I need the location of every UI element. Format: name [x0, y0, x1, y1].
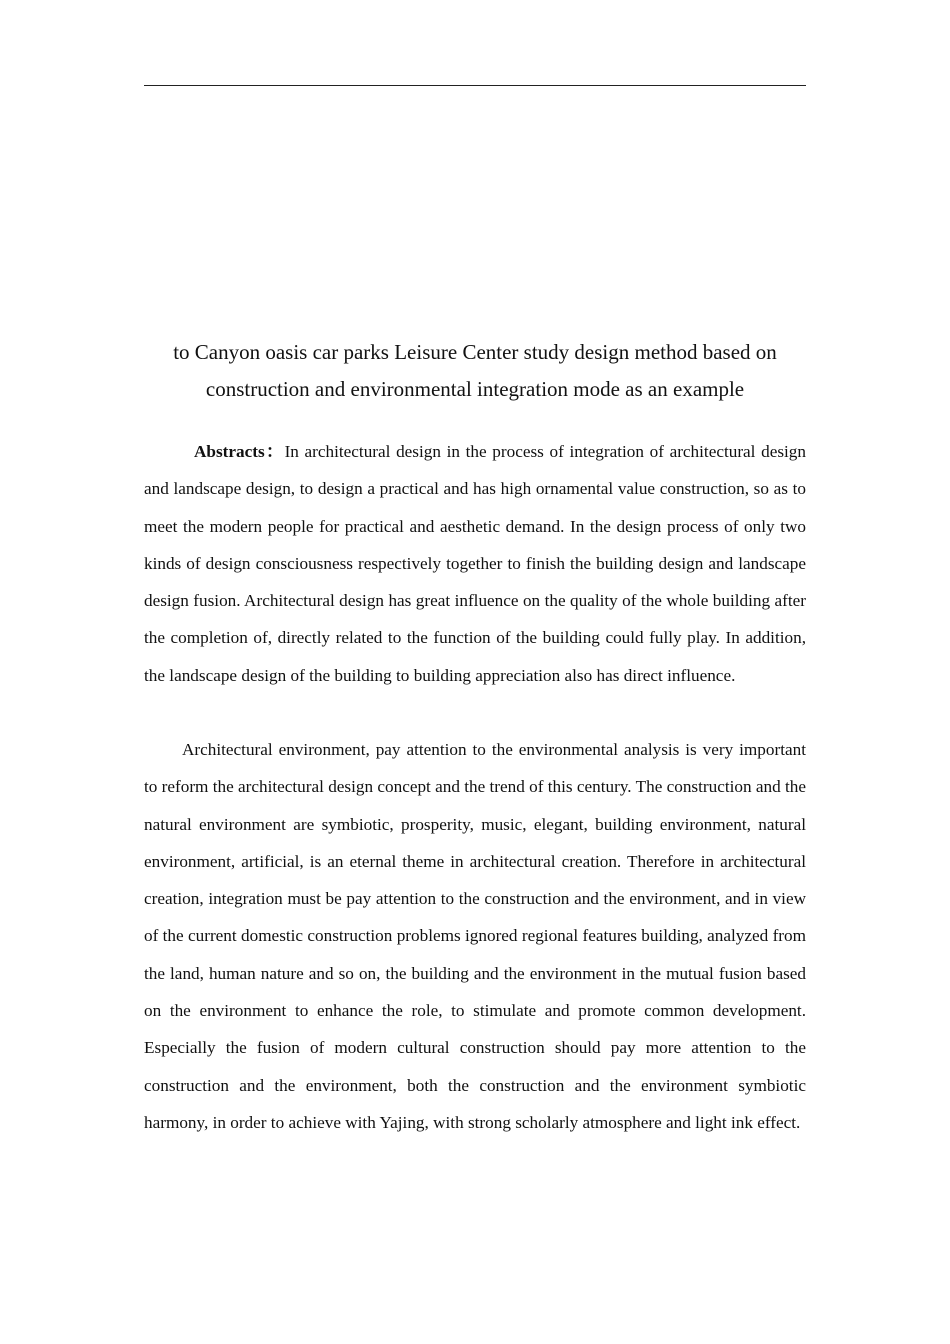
header-rule — [144, 85, 806, 86]
abstract-label: Abstracts： — [194, 442, 285, 461]
abstract-paragraph — [144, 433, 806, 694]
title-line-1: to Canyon oasis car parks Leisure Center study design method based on — [173, 340, 777, 364]
document-title — [140, 334, 810, 408]
abstract-text: In architectural design in the process of integration of architectural design and landscape design, to design a practical and has high ornamental value construction, so as to meet the modern people for practical and aesthetic demand. In the design process of only two kinds of design consciousness respectively together to finish the building design and landscape design fusion. Architectural design has great influence on the quality of the whole building after the completion of, directly related to the function of the building could fully play. In addition, the landscape design of the building to building appreciation also has direct influence. — [144, 442, 806, 685]
body-paragraph-2: Architectural environment, pay attention to the environmental analysis is very important to reform the architectural design concept and the trend of this century. The construction and the natural environment are symbiotic, prosperity, music, elegant, building environment, natural environment, artificial, is an eternal theme in architectural creation. Therefore in architectural creation, integration must be pay attention to the construction and the environment, and in view of the current domestic construction problems ignored regional features building, analyzed from the land, human nature and so on, the building and the environment in the mutual fusion based on the environment to enhance the role, to stimulate and promote common development. Especially the fusion of modern cultural construction should pay more attention to the construction and the environment, both the construction and the environment symbiotic harmony, in order to achieve with Yajing, with strong scholarly atmosphere and light ink effect. — [144, 740, 806, 1132]
title-line-2: construction and environmental integration mode as an example — [205, 377, 745, 401]
